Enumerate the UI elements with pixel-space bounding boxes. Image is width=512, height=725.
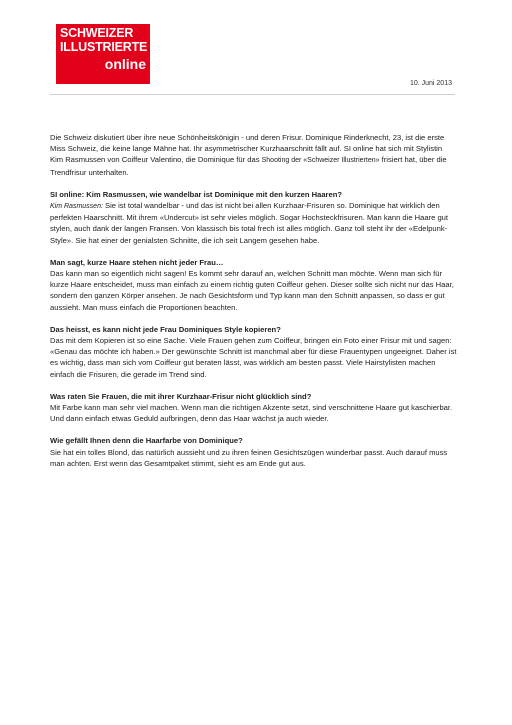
answer-3: Das mit dem Kopieren ist so eine Sache. Viele Frauen gehen zum Coiffeur, bringen ein Foto einer Frisur mit und sagen: «Genau das möchte ich haben.» Der gewünschte Schnitt ist manchmal aber für diese Frauentypen ungeeignet. Daher ist es wichtig, dass man sich vom Coiffeur gut beraten lässt, was wirklich am besten passt. Viele Hairstylisten machen einfach die Frisuren, die gerade im Trend sind.	[50, 336, 457, 379]
speaker-label: Kim Rasmussen:	[50, 203, 103, 211]
intro-text-2: frisiert hat, über die Trendfrisur unterhalten.	[50, 155, 447, 177]
answer-5: Sie hat ein tolles Blond, das natürlich aussieht und zu ihren feinen Gesichtszügen wunderbar passt. Auch darauf muss man achten. Erst wenn das Gesamtpaket stimmt, sieht es am Ende gut aus.	[50, 447, 448, 468]
question-2: Man sagt, kurze Haare stehen nicht jeder Frau…	[50, 257, 224, 267]
logo-line-schweizer: SCHWEIZER	[60, 26, 134, 40]
question-4: Was raten Sie Frauen, die mit ihrer Kurzhaar-Frisur nicht glücklich sind?	[50, 391, 312, 401]
logo-line-illustrierte: ILLUSTRIERTE	[60, 40, 148, 54]
question-3: Das heisst, es kann nicht jede Frau Dominiques Style kopieren?	[50, 324, 281, 334]
header-divider	[50, 94, 455, 95]
logo-line-online: online	[104, 56, 146, 72]
intro-paragraph	[50, 132, 457, 178]
article-body	[50, 132, 457, 480]
publication-date: 10. Juni 2013	[409, 80, 452, 87]
question-5: Wie gefällt Ihnen denn die Haarfarbe von Dominique?	[50, 436, 243, 446]
answer-4: Mit Farbe kann man sehr viel machen. Wenn man die richtigen Akzente setzt, sind verschnittene Haare gut kaschierbar. Und dann einfach etwas Geduld aufbringen, denn das Haar wächst ja auch wieder.	[50, 403, 453, 424]
shooting-reference: Shooting der «Schweizer Illustrierten»	[261, 157, 380, 165]
answer-1	[50, 200, 457, 246]
question-1: SI online: Kim Rasmussen, wie wandelbar ist Dominique mit den kurzen Haaren?	[50, 189, 342, 199]
intro-text-1: Die Schweiz diskutiert über ihre neue Schönheitskönigin - und deren Frisur. Dominique Rinderknecht, 23, ist die erste Miss Schweiz, die keine lange Mähne hat. Ihr asymmetrischer Kurzhaarschnitt fällt auf. SI online hat sich mit Stylistin Kim Rasmussen von Coiffeur Valentino, die Dominique für das	[50, 133, 445, 165]
logo	[56, 24, 150, 84]
answer-2: Das kann man so eigentlich nicht sagen! Es kommt sehr darauf an, welchen Schnitt man möchte. Wenn man sich für kurze Haare entscheidet, muss man einfach zu einem richtig guten Coiffeur gehen. Dieser sollte sich nicht nur das Haar, sondern den ganzen Körper ansehen. Je nach Gesichtsform und Typ kann man den Schnitt anpassen, so dass er gut aussieht. Man muss einfach die Proportionen beachten.	[50, 269, 454, 312]
answer-1-text: Sie ist total wandelbar - und das ist nicht bei allen Kurzhaar-Frisuren so. Dominique hat wirklich den perfekten Haarschnitt. Mit ihrem «Undercut» ist sehr vieles möglich. Sogar Hochsteckfrisuren. Man kann die Haare gut stylen, auch dank der langen Fransen. Von klassisch bis total frech ist alles möglich. Ganz toll steht ihr der «Edelpunk-Style». Sie hat einer der genialsten Schnitte, die ich seit Langem gesehen habe.	[50, 201, 449, 245]
